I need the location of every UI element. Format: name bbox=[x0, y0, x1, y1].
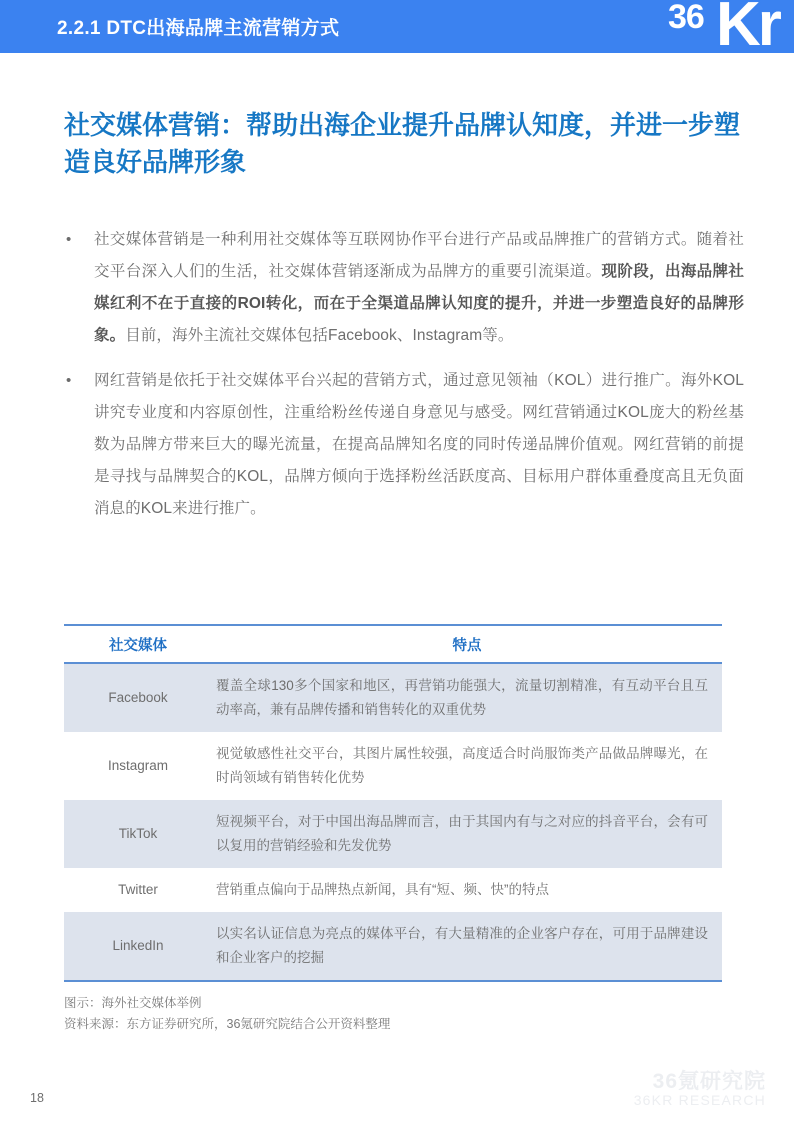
cell-platform-name: Facebook bbox=[64, 663, 212, 732]
table-row bbox=[64, 800, 722, 868]
figure-note: 图示：海外社交媒体举例 bbox=[64, 996, 202, 1010]
cell-platform-name: LinkedIn bbox=[64, 912, 212, 981]
plain-text: 目前，海外主流社交媒体包括Facebook、Instagram等。 bbox=[125, 327, 514, 344]
social-media-table-container bbox=[64, 624, 722, 982]
cell-platform-name: Twitter bbox=[64, 868, 212, 912]
table-row bbox=[64, 663, 722, 732]
paragraph-1-text bbox=[94, 224, 744, 352]
footnotes bbox=[64, 993, 390, 1035]
bullet-marker-icon: • bbox=[66, 231, 72, 248]
cell-platform-features: 视觉敏感性社交平台，其图片属性较强，高度适合时尚服饰类产品做品牌曝光，在时尚领域有销售转化优势 bbox=[212, 732, 722, 800]
plain-text: 社交媒体营销是一种利用社交媒体等互联网协作平台进行产品或品牌推广的营销方式。随着社交平台深入人们的生活，社交媒体营销逐渐成为品牌方的重要引流渠道。 bbox=[94, 231, 744, 280]
source-note: 资料来源：东方证券研究所，36氪研究院结合公开资料整理 bbox=[64, 1017, 391, 1031]
cell-platform-name: Instagram bbox=[64, 732, 212, 800]
cell-platform-features: 短视频平台，对于中国出海品牌而言，由于其国内有与之对应的抖音平台，会有可以复用的营销经验和先发优势 bbox=[212, 800, 722, 868]
watermark bbox=[634, 1070, 766, 1109]
watermark-cn-text: 36氪研究院 bbox=[652, 1069, 766, 1093]
logo-36-text: 36 bbox=[668, 0, 704, 36]
table-row bbox=[64, 732, 722, 800]
emphasis-text: 现阶段，出海品牌社媒红利不在于直接的ROI转化，而在于全渠道品牌认知度的提升，并进一步塑造良好的品牌形象。 bbox=[94, 263, 744, 344]
page-title: 社交媒体营销：帮助出海企业提升品牌认知度，并进一步塑造良好品牌形象 bbox=[64, 110, 741, 177]
section-heading: 2.2.1 DTC出海品牌主流营销方式 bbox=[57, 18, 340, 39]
column-header-features: 特点 bbox=[212, 625, 722, 663]
table-header bbox=[64, 625, 722, 663]
paragraph-2-text bbox=[94, 365, 744, 525]
list-item bbox=[64, 224, 744, 352]
cell-platform-features: 以实名认证信息为亮点的媒体平台，有大量精准的企业客户存在，可用于品牌建设和企业客户的挖掘 bbox=[212, 912, 722, 981]
watermark-en-text: 36KR RESEARCH bbox=[633, 1092, 766, 1109]
bullet-marker-icon: • bbox=[66, 372, 72, 389]
cell-platform-features: 营销重点偏向于品牌热点新闻，具有“短、频、快”的特点 bbox=[212, 868, 722, 912]
logo-kr-text: Kr bbox=[716, 0, 779, 59]
table-row bbox=[64, 868, 722, 912]
page-number: 18 bbox=[30, 1091, 44, 1105]
table-body bbox=[64, 663, 722, 981]
table-row bbox=[64, 912, 722, 981]
table-header-row bbox=[64, 625, 722, 663]
plain-text: 网红营销是依托于社交媒体平台兴起的营销方式，通过意见领袖（KOL）进行推广。海外KOL讲究专业度和内容原创性，注重给粉丝传递自身意见与感受。网红营销通过KOL庞大的粉丝基数为品牌方带来巨大的曝光流量，在提高品牌知名度的同时传递品牌价值观。网红营销的前提是寻找与品牌契合的KOL，品牌方倾向于选择粉丝活跃度高、目标用户群体重叠度高且无负面消息的KOL来进行推广。 bbox=[94, 372, 744, 517]
social-media-table bbox=[64, 624, 722, 982]
column-header-platform: 社交媒体 bbox=[64, 625, 212, 663]
cell-platform-name: TikTok bbox=[64, 800, 212, 868]
list-item bbox=[64, 365, 744, 525]
cell-platform-features: 覆盖全球130多个国家和地区，再营销功能强大，流量切割精准，有互动平台且互动率高，兼有品牌传播和销售转化的双重优势 bbox=[212, 663, 722, 732]
body-content bbox=[64, 224, 744, 538]
